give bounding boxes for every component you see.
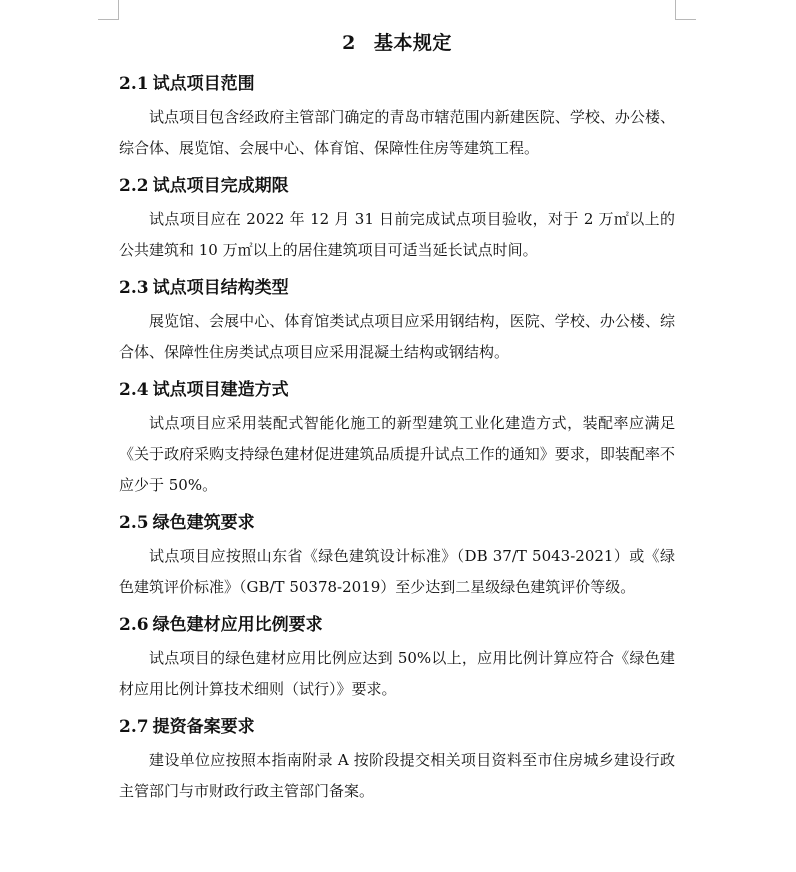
- section-2-1: [119, 70, 675, 164]
- chapter-title-text: 基本规定: [373, 32, 452, 54]
- section-heading: [119, 611, 675, 639]
- section-title: 提资备案要求: [152, 717, 255, 737]
- section-title: 试点项目范围: [152, 74, 255, 94]
- section-paragraph: 试点项目应采用装配式智能化施工的新型建筑工业化建造方式，装配率应满足《关于政府采购支持绿色建材促进建筑品质提升试点工作的通知》要求，即装配率不应少于 50%。: [119, 414, 675, 494]
- section-number: 2.4: [119, 380, 149, 400]
- section-heading: [119, 509, 675, 537]
- section-heading: [119, 274, 675, 302]
- section-title: 绿色建筑要求: [152, 513, 255, 533]
- section-number: 2.6: [119, 615, 149, 635]
- section-2-5: [119, 509, 675, 603]
- section-2-3: [119, 274, 675, 368]
- section-title: 试点项目建造方式: [152, 380, 289, 400]
- section-title: 绿色建材应用比例要求: [152, 615, 323, 635]
- section-heading: [119, 376, 675, 404]
- chapter-title: [119, 28, 675, 58]
- section-number: 2.2: [119, 176, 149, 196]
- crop-mark-top-left-horizontal: [98, 19, 118, 20]
- section-2-6: [119, 611, 675, 705]
- section-heading: [119, 172, 675, 200]
- section-title: 试点项目结构类型: [152, 278, 289, 298]
- section-heading: [119, 713, 675, 741]
- section-heading: [119, 70, 675, 98]
- section-paragraph: 建设单位应按照本指南附录 A 按阶段提交相关项目资料至市住房城乡建设行政主管部门与市财政行政主管部门备案。: [119, 751, 675, 800]
- document-page: [119, 28, 675, 815]
- section-2-2: [119, 172, 675, 266]
- crop-mark-top-right-horizontal: [676, 19, 696, 20]
- crop-mark-top-right-vertical: [675, 0, 676, 20]
- section-paragraph: 试点项目的绿色建材应用比例应达到 50%以上，应用比例计算应符合《绿色建材应用比例计算技术细则（试行）》要求。: [119, 649, 675, 698]
- crop-mark-top-left-vertical: [118, 0, 119, 20]
- section-number: 2.7: [119, 717, 149, 737]
- section-2-7: [119, 713, 675, 807]
- section-paragraph: 试点项目应在 2022 年 12 月 31 日前完成试点项目验收，对于 2 万㎡以上的公共建筑和 10 万㎡以上的居住建筑项目可适当延长试点时间。: [119, 210, 675, 259]
- section-number: 2.5: [119, 513, 149, 533]
- section-number: 2.3: [119, 278, 149, 298]
- section-paragraph: 展览馆、会展中心、体育馆类试点项目应采用钢结构，医院、学校、办公楼、综合体、保障性住房类试点项目应采用混凝土结构或钢结构。: [119, 312, 675, 361]
- section-paragraph: 试点项目包含经政府主管部门确定的青岛市辖范围内新建医院、学校、办公楼、综合体、展览馆、会展中心、体育馆、保障性住房等建筑工程。: [119, 108, 675, 157]
- section-paragraph: 试点项目应按照山东省《绿色建筑设计标准》（DB 37/T 5043-2021）或《绿色建筑评价标准》（GB/T 50378-2019）至少达到二星级绿色建筑评价等级。: [119, 547, 675, 596]
- section-number: 2.1: [119, 74, 149, 94]
- section-title: 试点项目完成期限: [152, 176, 289, 196]
- section-2-4: [119, 376, 675, 501]
- chapter-number: 2: [342, 32, 356, 54]
